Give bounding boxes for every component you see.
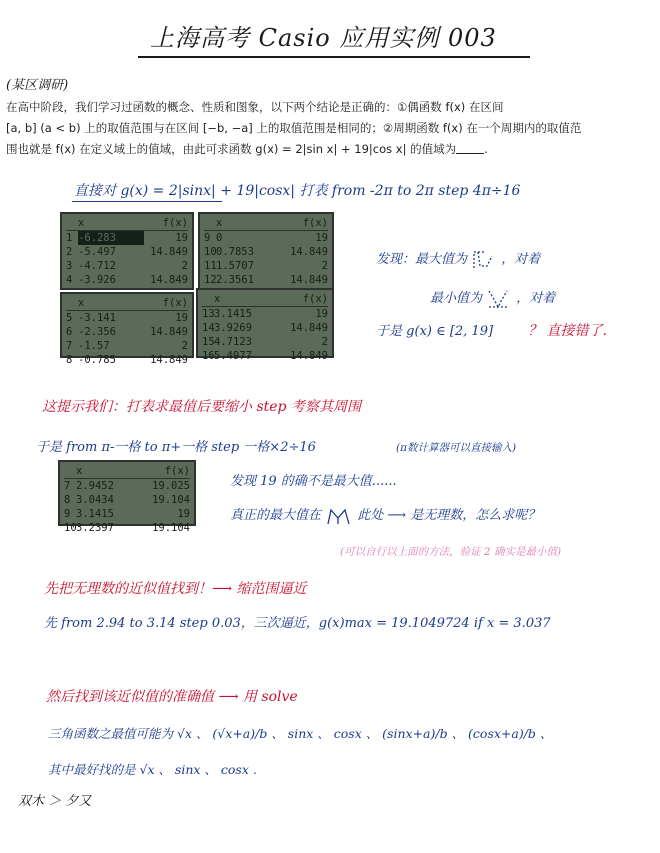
calc-table-cell: 14.849 [150,326,188,338]
calc-table-cell: -6.283 [78,231,144,245]
calc-table-cell: 7 [64,480,71,492]
calc-table-header [202,292,328,307]
calc-table-1 [60,212,194,290]
section1-underline [72,201,222,202]
calc-table-row [64,479,190,493]
calc-table-header [66,216,188,231]
calc-header-cell [66,296,78,310]
section2-next-step: 于是 from π-一格 to π+一格 step 一格×2÷16 [36,440,316,455]
min-note [430,287,555,309]
calc-header-cell: f(x) [302,217,328,229]
calc-table-cell: 2 [181,260,188,272]
calc-table-cell: 2 [321,336,328,348]
calc-table-cell: 8 [66,354,73,366]
calc-table-cell: 14.849 [150,274,188,286]
calc-table-row [204,245,328,259]
calc-table-cell: -3.141 [78,312,116,324]
calc-table-row [66,245,188,259]
calc-table-row [202,349,328,363]
calc-table-cell: 0 [216,232,223,244]
calc-table-cell: 2.9452 [76,480,114,492]
calc-table-cell: 5 [66,312,73,324]
calc-table-row [202,335,328,349]
section1-heading: 直接对 g(x) = 2|sinx| + 19|cosx| 打表 from -2π to 2π step 4π÷16 [74,183,521,199]
calc-table-row [66,273,188,287]
calc-table-cell: 9 [204,232,211,244]
calc-table-cell: -4.712 [78,260,116,272]
section2-hint: 这提示我们：打表求最值后要缩小 step 考察其周围 [42,399,361,415]
calc-table-cell: 14.849 [290,274,328,286]
calc-table-header [66,296,188,311]
max-suffix: ，对着 [501,252,541,267]
calc-table-cell: 1.5707 [216,260,254,272]
calc-table-cell: -5.497 [78,246,116,258]
calc-table-row [64,521,190,535]
calc-table-cell: 4 [66,274,73,286]
calc-table-row [66,311,188,325]
calc-table-cell: -0.785 [78,354,116,366]
calc-header-cell [202,292,214,306]
calc-table-cell: -2.356 [78,326,116,338]
calc-table-row [204,259,328,273]
calc-table-cell: 16 [202,350,215,362]
calc-table-cell: 8 [64,494,71,506]
question-line-1: 在高中阶段，我们学习过函数的概念、性质和图象，以下两个结论是正确的：①偶函数 f(x) 在区间 [6,100,504,114]
calc-table-cell: 2.3561 [216,274,254,286]
question-line-3: 围也就是 f(x) 在定义域上的值域，由此可求函数 g(x) = 2|sin x| + 19|cos x| 的值域为 . [6,142,488,156]
calc-header-cell: x [216,217,223,229]
calc-header-cell: f(x) [162,297,188,309]
calc-table-row [204,231,328,245]
graph-trough-icon [486,289,512,309]
section2-verify-note: (可以自行以上面的方法，验证 2 确实是最小值) [340,546,562,558]
calc-table-row [66,325,188,339]
calc-table-cell: 11 [204,260,217,272]
section4-candidates: 三角函数之最值可能为 √x 、 (√x+a)/b 、 sinx 、 cosx 、 (sinx+a)/b 、 (cosx+a)/b 、 [48,726,553,741]
section2-real-max [230,504,540,526]
calc-header-cell: f(x) [162,217,188,229]
calc-table-cell: 14.849 [150,354,188,366]
calc-table-row [66,339,188,353]
calc-table-cell: 14.849 [290,246,328,258]
calc-table-cell: -3.926 [78,274,116,286]
calc-header-cell [66,216,78,230]
section3-heading: 先把无理数的近似值找到！⟶ 缩范围逼近 [44,581,307,597]
section1-conclusion: 于是 g(x) ∈ [2, 19] [376,324,494,339]
calc-table-row [66,353,188,367]
calc-table-row [64,493,190,507]
calc-table-cell: 19.104 [152,522,190,534]
real-max-label: 真正的最大值在 [230,508,322,523]
calc-table-cell: 4.7123 [214,336,252,348]
section4-easiest: 其中最好找的是 √x 、 sinx 、 cosx . [48,762,257,777]
calc-table-row [64,507,190,521]
section3-approach: 先 from 2.94 to 3.14 step 0.03，三次逼近，g(x)max = 19.1049724 if x = 3.037 [44,616,551,631]
min-suffix: ，对着 [516,291,556,306]
calc-header-cell [204,216,216,230]
graph-double-peak-icon [325,506,353,526]
graph-peak-icon [471,250,497,270]
calc-table-cell: 19.104 [152,494,190,506]
calc-table-cell: 19.025 [152,480,190,492]
calc-header-cell: x [78,297,85,309]
calc-table-cell: 13 [202,308,215,320]
calc-header-cell: f(x) [164,465,190,477]
calc-table-cell: 3.0434 [76,494,114,506]
calc-header-cell: x [78,217,85,229]
calc-table-cell: 3 [66,260,73,272]
region-note: (某区调研) [6,78,69,93]
calc-table-cell: 6 [66,326,73,338]
signature: 双木 ＞ 夕又 [18,794,92,809]
calc-table-cell: 3.2397 [76,522,114,534]
calc-table-cell: 14.849 [290,350,328,362]
calc-table-cell: -1.57 [78,340,110,352]
calc-table-row [66,231,188,245]
calc-table-row [202,307,328,321]
section2-calc-note: (π数计算器可以直接输入) [396,442,517,454]
min-label: 最小值为 [430,291,483,306]
calc-table-cell: 3.1415 [76,508,114,520]
calc-table-cell: 3.1415 [214,308,252,320]
calc-table-cell: 19 [315,308,328,320]
calc-table-cell: 14 [202,322,215,334]
calc-table-cell: 19 [315,232,328,244]
calc-table-cell: 10 [204,246,217,258]
calc-table-cell: 19 [175,232,188,244]
calc-table-cell: 19 [175,312,188,324]
calc-table-cell: 3.9269 [214,322,252,334]
calc-table-2 [198,212,334,290]
calc-header-cell: x [76,465,83,477]
calc-table-header [64,464,190,479]
question-line-2: [a, b] (a < b) 上的取值范围与在区间 [−b, −a] 上的取值范围是相同的；②周期函数 f(x) 在一个周期内的取值范 [6,121,582,135]
page-title: 上海高考 Casio 应用实例 003 [150,24,497,52]
calc-table-row [202,321,328,335]
calc-table-cell: 2 [181,340,188,352]
section2-finding: 发现 19 的确不是最大值...... [230,474,397,489]
calc-table-cell: 19 [177,508,190,520]
calc-table-cell: 10 [64,522,77,534]
calc-table-row [204,273,328,287]
question-line-3-text: 围也就是 f(x) 在定义域上的值域，由此可求函数 g(x) = 2|sin x| + 19|cos x| 的值域为 [6,142,457,156]
calc-table-header [204,216,328,231]
calc-table-cell: 9 [64,508,71,520]
calc-table-cell: 12 [204,274,217,286]
calc-header-cell: f(x) [302,293,328,305]
max-label: 发现：最大值为 [376,252,468,267]
calc-header-cell: x [214,293,221,305]
calc-table-cell: 2 [66,246,73,258]
calc-table-cell: 15 [202,336,215,348]
calc-table-cell: 0.7853 [216,246,254,258]
calc-table-cell: 2 [321,260,328,272]
title-underline [138,56,530,58]
section1-wrong: ？ 直接错了. [528,323,607,339]
calc-table-row [66,259,188,273]
real-max-suffix: 此处 ⟶ 是无理数，怎么求呢？ [357,508,541,523]
calc-table-cell: 14.849 [150,246,188,258]
calc-header-cell [64,464,76,478]
answer-blank [456,143,484,154]
calc-table-4 [196,288,334,362]
calc-table-cell: 14.849 [290,322,328,334]
section4-heading: 然后找到该近似值的准确值 ⟶ 用 solve [46,689,298,705]
max-note [376,248,540,270]
calc-table-5 [58,460,196,534]
calc-table-cell: 7 [66,340,73,352]
calc-table-cell: 1 [66,232,73,244]
calc-table-3 [60,292,194,366]
calc-table-cell: 5.4977 [214,350,252,362]
